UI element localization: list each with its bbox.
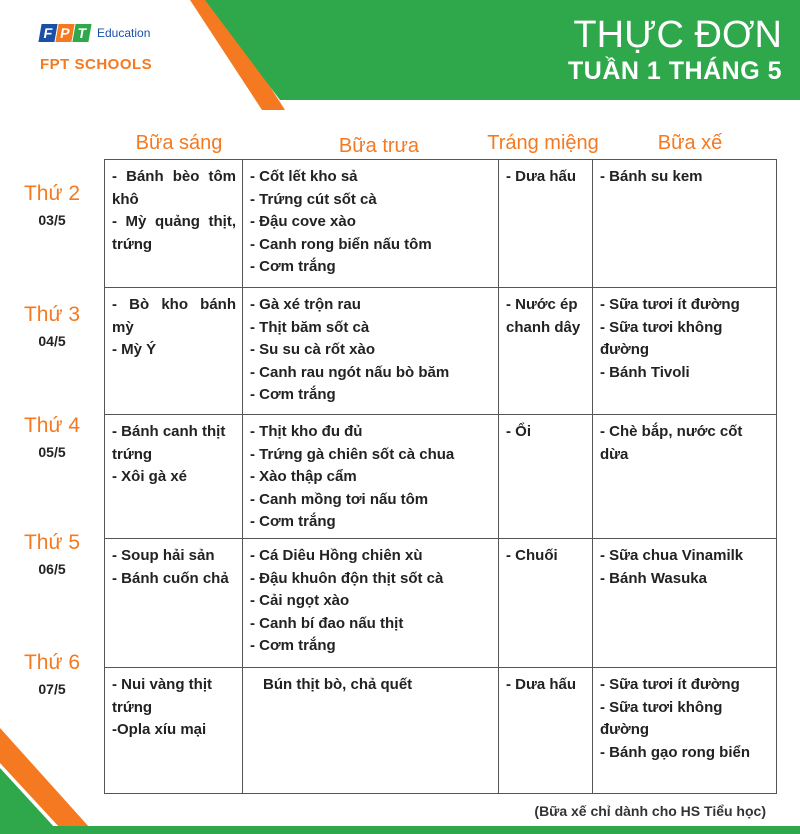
table-row [105,160,777,288]
breakfast-cell: - Bò kho bánh mỳ - Mỳ Ý [105,288,243,415]
column-header-lunch: Bữa trưa [338,135,420,157]
breakfast-cell: - Bánh bèo tôm khô - Mỳ quảng thịt, trứng [105,160,243,288]
lunch-cell: - Thịt kho đu đủ - Trứng gà chiên sốt cà chua - Xào thập cẩm - Canh mồng tơi nấu tôm - Cơm trắng [243,415,499,539]
day-label-tue: Thứ 3 04/5 [23,303,81,349]
dessert-cell: - Chuối [499,539,593,668]
table-row [105,288,777,415]
lunch-cell: - Cá Diêu Hồng chiên xù - Đậu khuôn độn thịt sốt cà - Cải ngọt xào - Canh bí đao nấu thịt - Cơm trắng [243,539,499,668]
dessert-cell: - Ổi [499,415,593,539]
day-label-wed: Thứ 4 05/5 [23,414,81,460]
title-block [568,14,782,86]
page-title: THỰC ĐƠN [573,14,782,56]
dessert-cell: - Nước ép chanh dây [499,288,593,415]
lunch-cell: Bún thịt bò, chả quết [243,668,499,794]
snack-cell: - Sữa tươi ít đường - Sữa tươi không đường - Bánh Tivoli [593,288,777,415]
school-name: FPT SCHOOLS [40,56,153,73]
table-row [105,539,777,668]
snack-cell: - Chè bắp, nước cốt dừa [593,415,777,539]
snack-cell: - Sữa chua Vinamilk - Bánh Wasuka [593,539,777,668]
table-row [105,415,777,539]
lunch-cell: - Cốt lết kho sả - Trứng cút sốt cà - Đậu cove xào - Canh rong biển nấu tôm - Cơm trắng [243,160,499,288]
lunch-cell: - Gà xé trộn rau - Thịt băm sốt cà - Su su cà rốt xào - Canh rau ngót nấu bò băm - Cơm trắng [243,288,499,415]
snack-cell: - Sữa tươi ít đường - Sữa tươi không đường - Bánh gạo rong biển [593,668,777,794]
day-label-fri: Thứ 6 07/5 [23,651,81,697]
corner-decoration [0,728,90,828]
breakfast-cell: - Soup hải sản - Bánh cuốn chả [105,539,243,668]
table-row [105,668,777,794]
fpt-logo [40,24,152,73]
menu-table [104,159,777,794]
dessert-cell: - Dưa hấu [499,160,593,288]
breakfast-cell: - Bánh canh thịt trứng - Xôi gà xé [105,415,243,539]
dessert-cell: - Dưa hấu [499,668,593,794]
bottom-bar [0,826,800,834]
fpt-logo-mark: F P T [40,24,91,42]
day-label-mon: Thứ 2 03/5 [23,182,81,228]
footnote: (Bữa xế chỉ dành cho HS Tiểu học) [534,803,766,819]
breakfast-cell: - Nui vàng thịt trứng -Opla xíu mại [105,668,243,794]
column-header-breakfast: Bữa sáng [135,132,223,154]
column-header-snack: Bữa xế [657,132,723,154]
column-header-dessert: Tráng miệng [487,132,599,154]
logo-education-text: Education [97,26,151,40]
snack-cell: - Bánh su kem [593,160,777,288]
day-label-thu: Thứ 5 06/5 [23,531,81,577]
page-subtitle: TUẦN 1 THÁNG 5 [568,57,782,85]
